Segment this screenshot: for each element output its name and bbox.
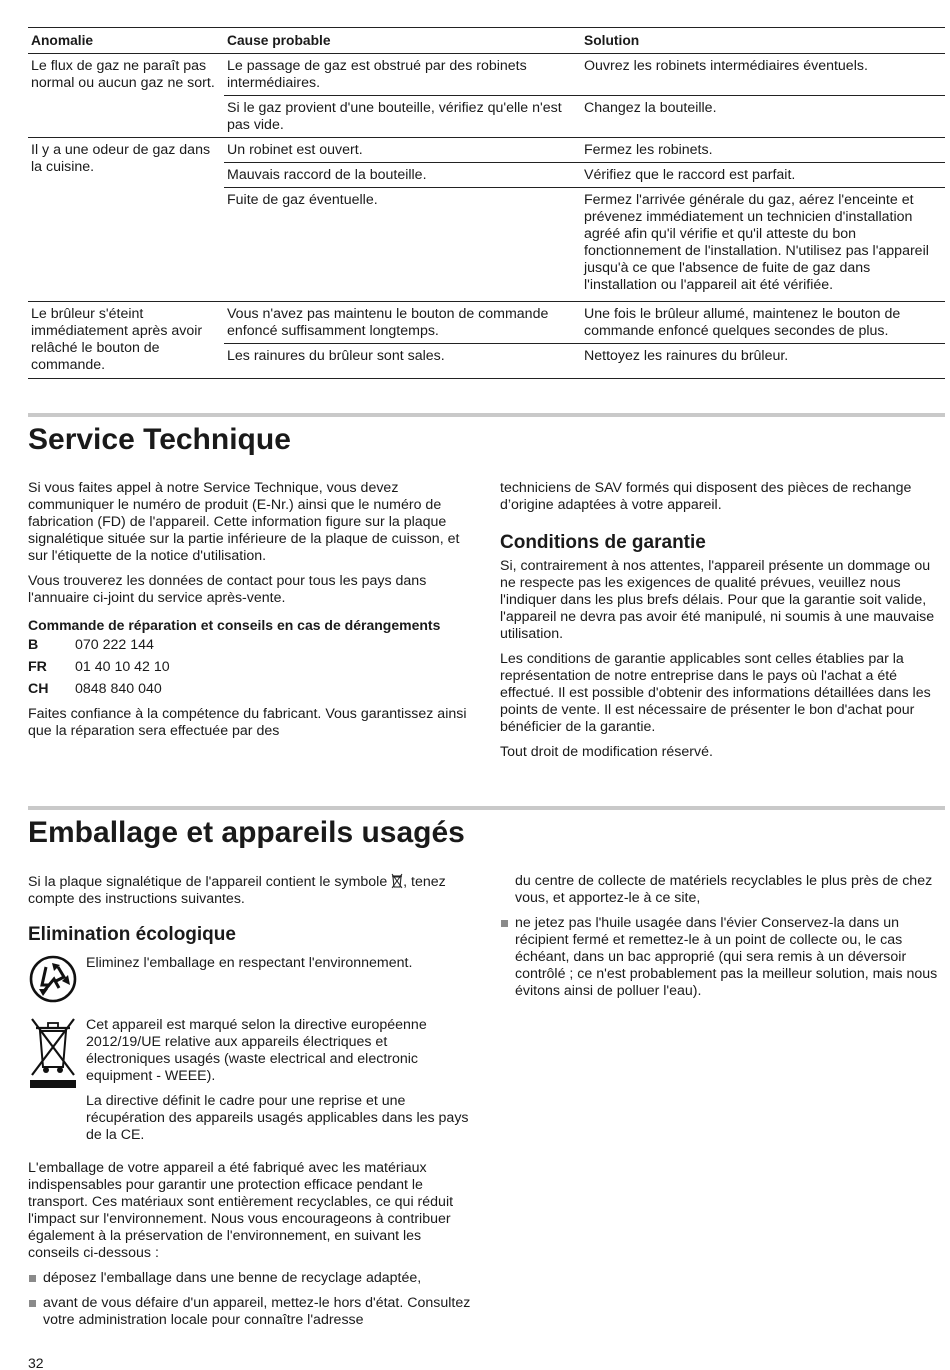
weee-paragraph: La directive définit le cadre pour une reprise et une récupération des appareils usagés applicables dans les pays de la CE.: [86, 1093, 469, 1143]
section-divider: [28, 806, 945, 810]
solution-cell: Changez la bouteille.: [584, 100, 717, 116]
list-item-text: déposez l'emballage dans une benne de recyclage adaptée,: [43, 1270, 422, 1286]
list-item: [500, 915, 945, 1000]
materials-paragraph: L'emballage de votre appareil a été fabriqué avec les matériaux indispensables pour garantir une protection efficace pendant le transport. Ces matériaux sont entièrement recyclables, ce qui réduit l'impact sur l'environnement. Nous vous encourageons à contribuer également à la préservation de l'environnement, en suivant les conseils ci-dessous :: [28, 1160, 454, 1261]
phone-row: [28, 634, 473, 656]
weee-paragraph: Cet appareil est marqué selon la directive européenne 2012/19/UE relative aux appareils électriques et électroniques usagés (waste electrical and electronic equipment - WEEE).: [86, 1017, 427, 1084]
packaging-intro: [28, 873, 473, 908]
solution-cell: Une fois le brûleur allumé, maintenez le bouton de commande enfoncé quelques secondes de plus.: [584, 306, 901, 339]
country-code: FR: [28, 658, 47, 675]
solution-cell: Fermez les robinets.: [584, 142, 713, 158]
phone-number: 01 40 10 42 10: [75, 658, 170, 675]
cause-cell: Fuite de gaz éventuelle.: [227, 192, 378, 208]
phone-row: [28, 656, 473, 678]
solution-cell: Ouvrez les robinets intermédiaires éventuels.: [584, 58, 868, 74]
intro-text: Si la plaque signalétique de l'appareil contient le symbole: [28, 874, 388, 890]
warranty-paragraph: Tout droit de modification réservé.: [500, 744, 713, 760]
header-cause: Cause probable: [227, 33, 331, 48]
anomaly-cell: Il y a une odeur de gaz dans la cuisine.: [31, 142, 211, 175]
packaging-right-column: [500, 873, 945, 1008]
country-code: CH: [28, 680, 49, 697]
recycle-icon: [28, 955, 78, 1003]
warranty-title: Conditions de garantie: [500, 532, 706, 553]
table-row: [224, 188, 945, 301]
table-row-group: [28, 302, 945, 378]
table-row-group: [28, 138, 945, 302]
table-row: [224, 163, 945, 188]
list-item-continuation: [500, 873, 945, 907]
solution-cell: Nettoyez les rainures du brûleur.: [584, 348, 789, 364]
table-row: [224, 96, 945, 137]
service-paragraph: Si vous faites appel à notre Service Technique, vous devez communiquer le numéro de produit (E-Nr.) ainsi que le numéro de fabrication (FD) de l'appareil. Cette information figure sur la plaque signalétique située sur la partie inférieure de la plaque de cuisson, et sur l'étiquette de la notice d'utilisation.: [28, 480, 460, 564]
service-paragraph: Vous trouverez les données de contact pour tous les pays dans l'annuaire ci-joint du service après-vente.: [28, 573, 427, 606]
service-paragraph: Faites confiance à la compétence du fabricant. Vous garantissez ainsi que la réparation sera effectuée par des: [28, 706, 467, 739]
recycle-note: [28, 955, 473, 1007]
service-right-column: [500, 480, 945, 769]
bullet-marker: [29, 1300, 36, 1307]
country-code: B: [28, 636, 39, 653]
phone-list: [28, 634, 473, 700]
warranty-paragraph: Si, contrairement à nos attentes, l'appareil présente un dommage ou ne respecte pas les exigences de qualité prévues, veuillez nous l'indiquer dans les plus brefs délais. Pour que la garantie soit valide, l'appareil ne devra pas avoir été manipulé, ni soumis à une mauvaise utilisation.: [500, 558, 935, 642]
page-number: 32: [28, 1355, 44, 1370]
service-left-column: [28, 480, 473, 748]
cause-cell: Si le gaz provient d'une bouteille, vérifiez qu'elle n'est pas vide.: [227, 100, 562, 133]
table-row: [224, 54, 945, 96]
cause-cell: Un robinet est ouvert.: [227, 142, 363, 158]
section-divider: [28, 413, 945, 417]
table-header: [28, 28, 945, 54]
eco-title: Elimination écologique: [28, 924, 236, 945]
list-item-text: ne jetez pas l'huile usagée dans l'évier Conservez-la dans un récipient fermé et remettez-le à un point de collecte ou, le cas échéant, dans un bac approprié (qui sera remis à un déversoir contrôlé ; ce n'est probablement pas la meilleur solution, mais nous évitons ainsi de polluer l'eau).: [515, 915, 938, 999]
section-title-packaging: Emballage et appareils usagés: [28, 816, 465, 849]
bullet-marker: [29, 1275, 36, 1282]
repair-heading: Commande de réparation et conseils en cas de dérangements: [28, 617, 441, 633]
anomaly-cell: Le brûleur s'éteint immédiatement après avoir relâché le bouton de commande.: [31, 306, 203, 373]
packaging-left-column: [28, 873, 473, 1337]
anomaly-cell: Le flux de gaz ne paraît pas normal ou aucun gaz ne sort.: [31, 58, 215, 91]
phone-number: 0848 840 040: [75, 680, 162, 697]
header-solution: Solution: [584, 33, 640, 48]
bullet-marker: [501, 920, 508, 927]
header-anomaly: Anomalie: [31, 33, 94, 48]
phone-number: 070 222 144: [75, 636, 154, 653]
cause-cell: Mauvais raccord de la bouteille.: [227, 167, 427, 183]
cause-cell: Vous n'avez pas maintenu le bouton de commande enfoncé suffisamment longtemps.: [227, 306, 549, 339]
list-item: [28, 1295, 473, 1329]
table-row: [224, 302, 945, 344]
cause-cell: Les rainures du brûleur sont sales.: [227, 348, 445, 364]
table-row: [224, 138, 945, 163]
table-row-group: [28, 54, 945, 138]
list-item-text: du centre de collecte de matériels recyclables le plus près de chez vous, et apportez-le à ce site,: [515, 873, 933, 906]
eco-paragraph: Eliminez l'emballage en respectant l'environnement.: [86, 955, 413, 971]
weee-note: [28, 1017, 473, 1144]
table-row: [224, 344, 945, 368]
list-item-text: avant de vous défaire d'un appareil, mettez-le hors d'état. Consultez votre administration locale pour connaître l'adresse: [43, 1295, 471, 1328]
crossed-bin-icon: [28, 1017, 78, 1091]
crossed-bin-icon: [391, 873, 403, 889]
service-paragraph: techniciens de SAV formés qui disposent des pièces de rechange d’origine adaptées à votre appareil.: [500, 480, 912, 513]
section-title-service: Service Technique: [28, 423, 291, 456]
intro-text: , tenez compte des instructions suivantes.: [28, 874, 446, 907]
troubleshooting-table: [28, 27, 945, 379]
list-item: [28, 1270, 473, 1287]
solution-cell: Vérifiez que le raccord est parfait.: [584, 167, 796, 183]
solution-cell: Fermez l'arrivée générale du gaz, aérez l'enceinte et prévenez immédiatement un technicien d'installation agréé afin qu'il vérifie et qu'il atteste du bon fonctionnement de l'installation. N'utilisez pas l'appareil jusqu'à ce que l'absence de fuite de gaz dans l'installation ou l'appareil ait été vérifiée.: [584, 192, 929, 293]
warranty-paragraph: Les conditions de garantie applicables sont celles établies par la représentation de notre entreprise dans le pays où l'achat a été effectué. Il est possible d'obtenir des informations détaillées dans les points de vente. Il est nécessaire de présenter le bon d'achat pour bénéficier de la garantie.: [500, 651, 931, 735]
cause-cell: Le passage de gaz est obstrué par des robinets intermédiaires.: [227, 58, 527, 91]
phone-row: [28, 678, 473, 700]
